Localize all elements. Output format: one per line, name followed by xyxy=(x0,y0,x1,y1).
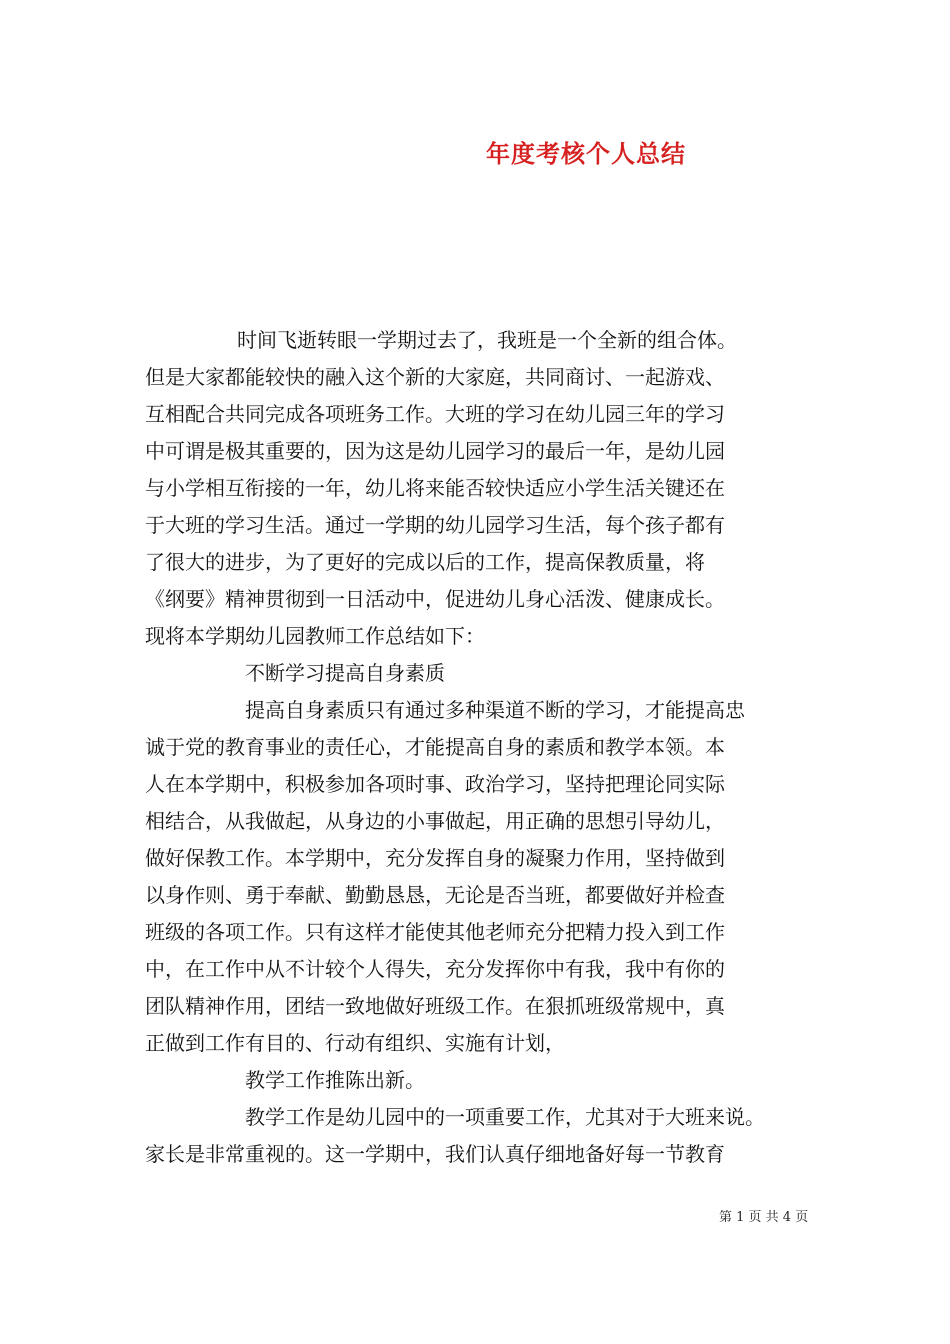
text-line: 时间飞逝转眼一学期过去了，我班是一个全新的组合体。 xyxy=(237,328,737,352)
text-line: 现将本学期幼儿园教师工作总结如下： xyxy=(145,624,485,648)
text-line: 诚于党的教育事业的责任心，才能提高自身的素质和教学本领。本 xyxy=(145,735,725,759)
section-heading: 教学工作推陈出新。 xyxy=(245,1068,425,1092)
text-line: 团队精神作用，团结一致地做好班级工作。在狠抓班级常规中，真 xyxy=(145,994,725,1018)
text-line: 教学工作是幼儿园中的一项重要工作，尤其对于大班来说。 xyxy=(245,1105,765,1129)
text-line: 提高自身素质只有通过多种渠道不断的学习，才能提高忠 xyxy=(245,698,745,722)
text-line: 了很大的进步，为了更好的完成以后的工作，提高保教质量，将 xyxy=(145,550,705,574)
text-line: 以身作则、勇于奉献、勤勤恳恳，无论是否当班，都要做好并检查 xyxy=(145,883,725,907)
page-number-footer: 第 1 页 共 4 页 xyxy=(719,1210,809,1225)
document-body xyxy=(145,322,817,1173)
text-line: 做好保教工作。本学期中，充分发挥自身的凝聚力作用，坚持做到 xyxy=(145,846,725,870)
text-line: 中可谓是极其重要的，因为这是幼儿园学习的最后一年，是幼儿园 xyxy=(145,439,725,463)
text-line: 与小学相互衔接的一年，幼儿将来能否较快适应小学生活关键还在 xyxy=(145,476,725,500)
text-line: 家长是非常重视的。这一学期中，我们认真仔细地备好每一节教育 xyxy=(145,1142,725,1166)
text-line: 但是大家都能较快的融入这个新的大家庭，共同商讨、一起游戏、 xyxy=(145,365,725,389)
text-line: 班级的各项工作。只有这样才能使其他老师充分把精力投入到工作 xyxy=(145,920,725,944)
text-line: 互相配合共同完成各项班务工作。大班的学习在幼儿园三年的学习 xyxy=(145,402,725,426)
section-heading: 不断学习提高自身素质 xyxy=(245,661,445,685)
document-title: 年度考核个人总结 xyxy=(486,139,686,168)
text-line: 相结合，从我做起，从身边的小事做起，用正确的思想引导幼儿， xyxy=(145,809,725,833)
text-line: 中，在工作中从不计较个人得失，充分发挥你中有我，我中有你的 xyxy=(145,957,725,981)
text-line: 人在本学期中，积极参加各项时事、政治学习，坚持把理论同实际 xyxy=(145,772,725,796)
text-line: 《纲要》精神贯彻到一日活动中，促进幼儿身心活泼、健康成长。 xyxy=(145,587,725,611)
text-line: 于大班的学习生活。通过一学期的幼儿园学习生活，每个孩子都有 xyxy=(145,513,725,537)
text-line: 正做到工作有目的、行动有组织、实施有计划， xyxy=(145,1031,565,1055)
